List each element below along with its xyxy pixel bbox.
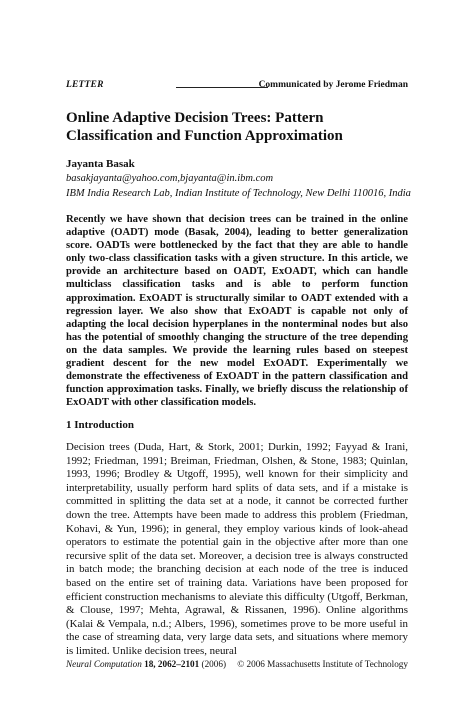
section-heading-row [66, 419, 408, 433]
publication-year: (2006) [201, 659, 227, 669]
author-affiliation: IBM India Research Lab, Indian Institute of Technology, New Delhi 110016, India [66, 188, 411, 199]
header-rule [176, 87, 268, 88]
volume-pages: 18, 2062–2101 [144, 659, 200, 669]
section-heading: 1 Introduction [66, 419, 138, 431]
section-rule [136, 426, 408, 427]
running-header [66, 80, 408, 94]
letter-label: LETTER [66, 80, 104, 90]
introduction-paragraph: Decision trees (Duda, Hart, & Stork, 2001; Durkin, 1992; Fayyad & Irani, 1992; Friedman, 1991; Breiman, Friedman, Olshen, & Stone, 1983; Quinlan, 1993, 1996; Brodley & Utgoff, 1995), well known for their simplicity and interpretability, usually perform hard splits of data sets, and if a mistake is committed in splitting the data set at a node, it cannot be corrected further down the tree. Attempts have been made to address this problem (Friedman, Kohavi, & Yun, 1996); in general, they employ various kinds of look-ahead operators to estimate the potential gain in the objective after more than one recursive split of the data set. Moreover, a decision tree is always constructed in batch mode; the branching decision at each node of the tree is induced based on the entire set of training data. Variations have been proposed for efficient construction mechanisms to aleviate this difficulty (Utgoff, Berkman, & Clouse, 1997; Mehta, Agrawal, & Rissanen, 1996). Online algorithms (Kalai & Vempala, n.d.; Albers, 1996), sometimes prove to be more useful in the case of streaming data, very large data sets, and situations where memory is limited. Unlike decision trees, neural [66, 441, 408, 657]
communicated-by: Communicated by Jerome Friedman [258, 80, 408, 90]
journal-name: Neural Computation [66, 659, 142, 669]
copyright: © 2006 Massachusetts Institute of Technology [237, 659, 408, 669]
paper-title: Online Adaptive Decision Trees: Pattern Classification and Function Approximation [66, 110, 343, 144]
author-name: Jayanta Basak [66, 158, 135, 170]
citation [66, 659, 226, 669]
author-email: basakjayanta@yahoo.com,bjayanta@in.ibm.com [66, 173, 274, 184]
abstract: Recently we have shown that decision trees can be trained in the online adaptive (OADT) mode (Basak, 2004), leading to better generalization score. OADTs were bottlenecked by the fact that they are able to handle only two-class classification tasks with a given structure. In this article, we provide an architecture based on OADT, ExOADT, which can handle multiclass classification tasks and is able to perform function approximation. ExOADT is structurally similar to OADT extended with a regression layer. We also show that ExOADT is capable not only of adapting the local decision hyperplanes in the nonterminal nodes but also has the potential of smoothly changing the structure of the tree depending on the data samples. We provide the learning rules based on steepest gradient descent for the new model ExOADT. Experimentally we demonstrate the effectiveness of ExOADT in the pattern classification and function approximation tasks. Finally, we briefly discuss the relationship of ExOADT with other classification models. [66, 214, 408, 409]
